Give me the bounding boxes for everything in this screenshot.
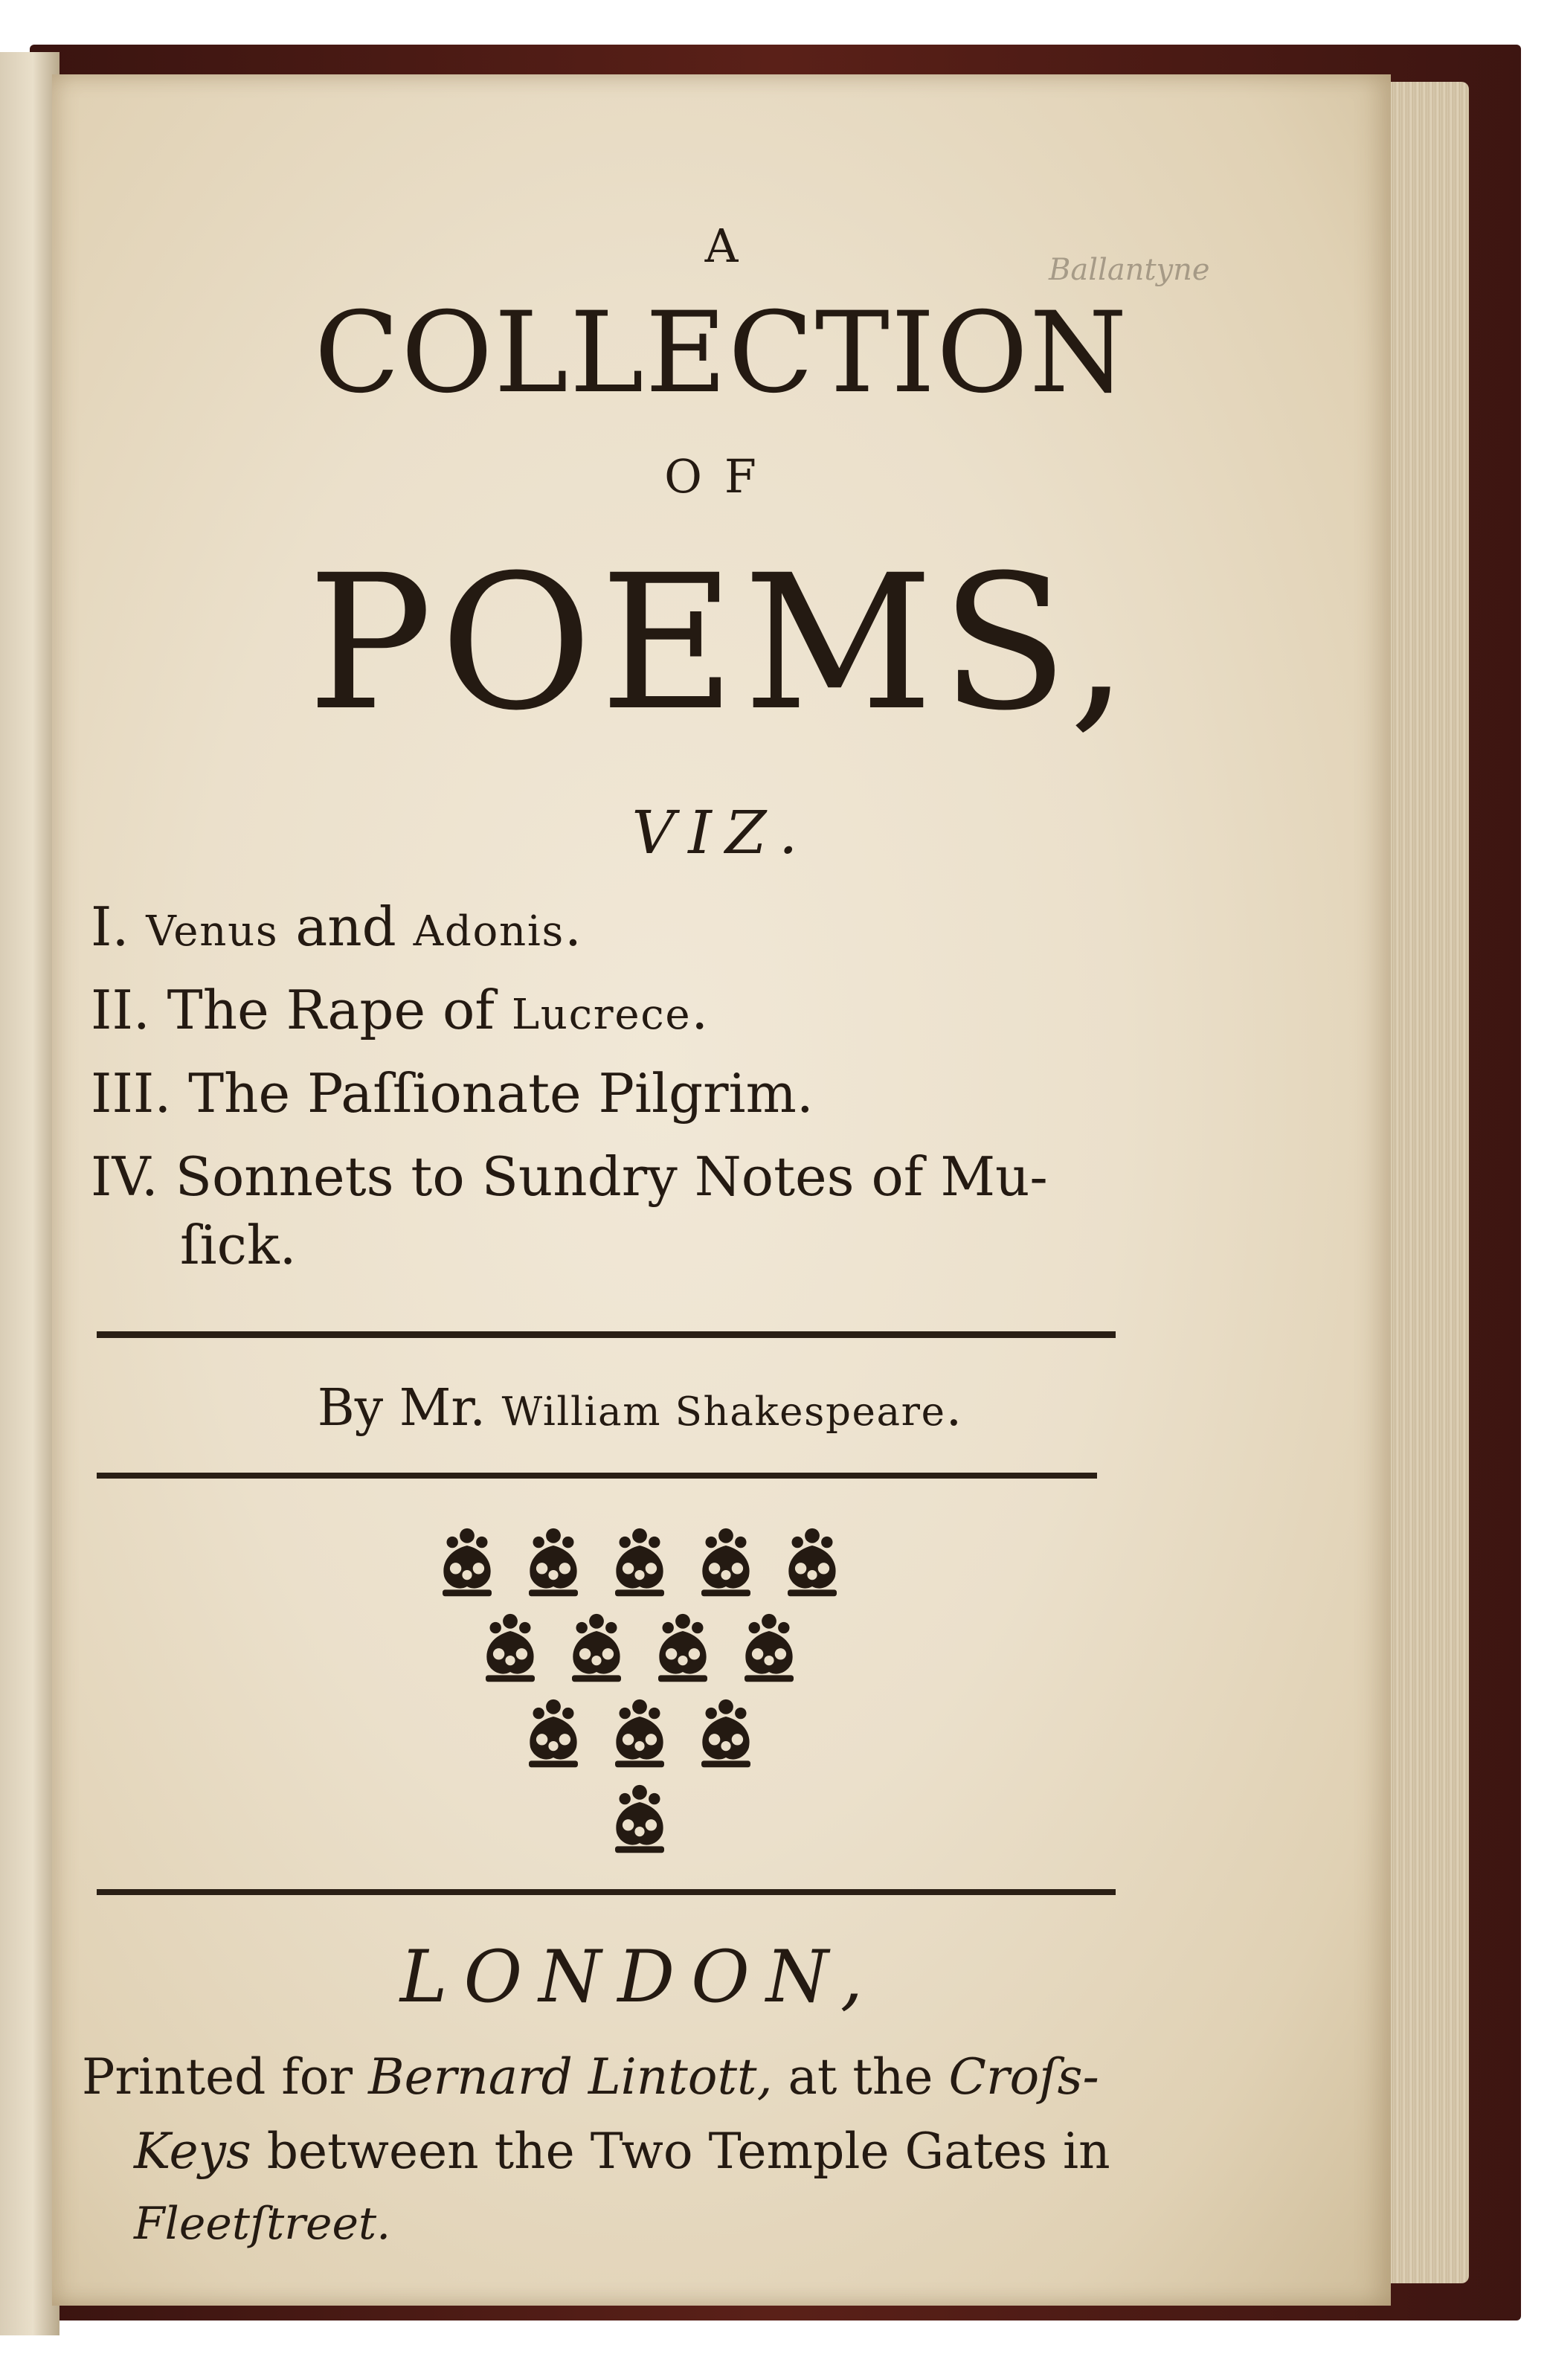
contents-numeral: II. xyxy=(91,979,150,1041)
fleuron-icon xyxy=(728,1606,810,1688)
fleuron-icon xyxy=(469,1606,551,1688)
title-line-viz: VIZ. xyxy=(631,798,811,867)
fleuron-icon xyxy=(642,1606,724,1688)
imprint-city: LONDON, xyxy=(399,1935,880,2019)
fleuron-icon xyxy=(426,1521,508,1603)
rule-above-imprint xyxy=(97,1889,1116,1895)
rule-above-byline xyxy=(97,1331,1116,1338)
byline: By Mr. William Shakespeare. xyxy=(317,1379,962,1438)
contents-item-4-line1: IV. Sonnets to Sundry Notes of Mu- xyxy=(91,1145,1048,1208)
contents-item-1: I. Venus and Adonis. xyxy=(91,895,582,958)
title-line-collection: COLLECTION xyxy=(314,289,1129,418)
title-line-a: A xyxy=(704,219,739,273)
fleuron-icon xyxy=(512,1692,594,1774)
pencil-annotation: Ballantyne xyxy=(1049,253,1210,287)
fleuron-icon xyxy=(685,1521,767,1603)
fleuron-icon xyxy=(599,1692,681,1774)
imprint-line-1: Printed for Bernard Lintott, at the Croſs- xyxy=(82,2048,1099,2106)
imprint-line-2: Keys between the Two Temple Gates in xyxy=(134,2123,1110,2180)
contents-item-4-line2: ſick. xyxy=(180,1214,297,1276)
title-line-poems: POEMS, xyxy=(307,535,1136,751)
imprint-line-3: Fleetſtreet. xyxy=(134,2198,391,2250)
fleuron-icon xyxy=(599,1778,681,1859)
contents-numeral: III. xyxy=(91,1062,172,1125)
contents-item-3: III. The Paſſionate Pilgrim. xyxy=(91,1062,814,1125)
fleuron-icon xyxy=(599,1521,681,1603)
title-page xyxy=(52,74,1391,2306)
contents-numeral: I. xyxy=(91,895,129,958)
fleuron-icon xyxy=(556,1606,637,1688)
fleuron-icon xyxy=(771,1521,853,1603)
fleuron-icon xyxy=(512,1521,594,1603)
fleuron-icon xyxy=(685,1692,767,1774)
rule-below-byline xyxy=(97,1473,1097,1479)
contents-item-2: II. The Rape of Lucrece. xyxy=(91,979,709,1041)
title-line-of: OF xyxy=(664,449,779,504)
